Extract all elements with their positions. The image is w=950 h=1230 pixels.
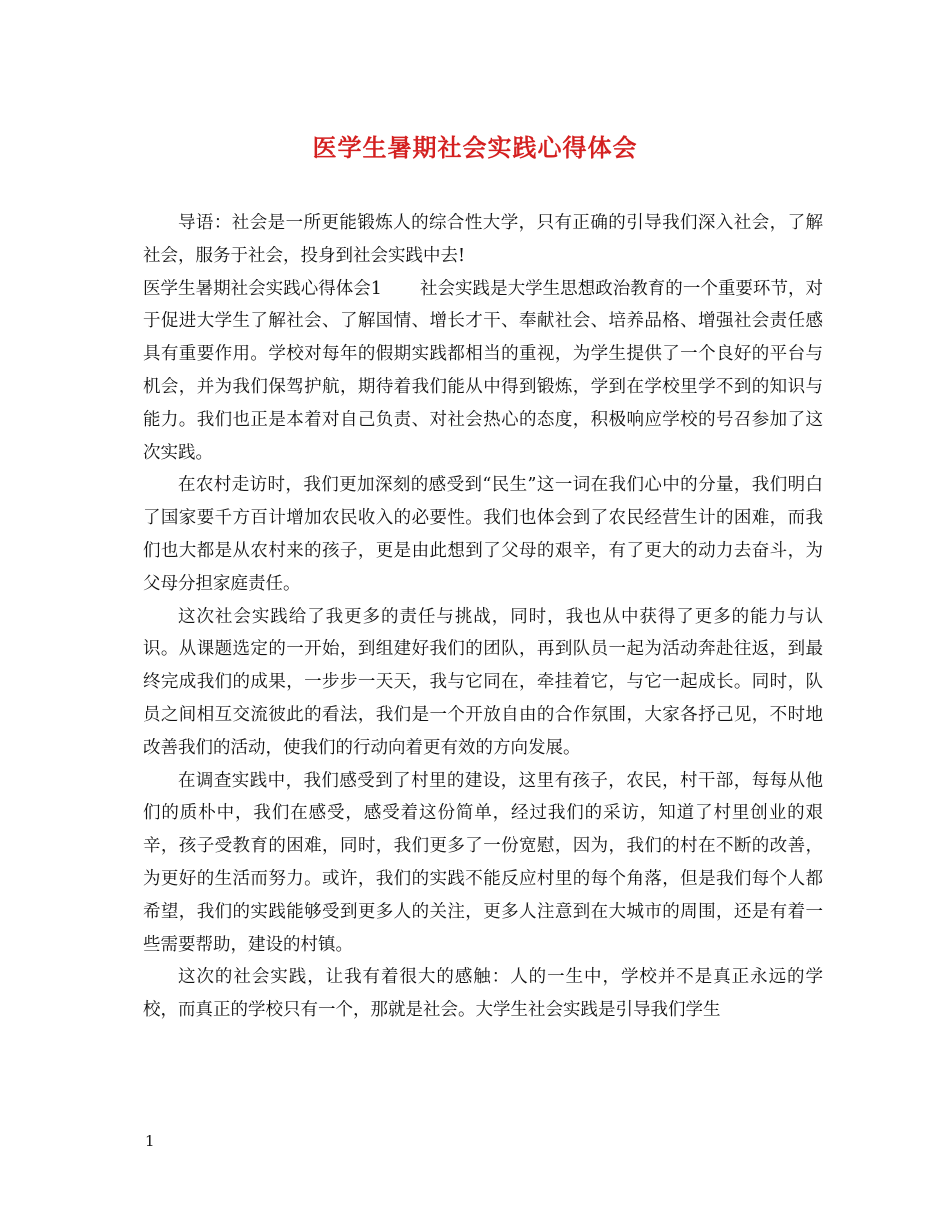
- document-title: 医学生暑期社会实践心得体会: [312, 133, 638, 162]
- document-body: [143, 207, 823, 1027]
- intro-paragraph: 导语：社会是一所更能锻炼人的综合性大学，只有正确的引导我们深入社会，了解社会，服务于社会，投身到社会实践中去!: [143, 213, 823, 266]
- paragraph-5: 这次的社会实践，让我有着很大的感触：人的一生中，学校并不是真正永远的学校，而真正的学校只有一个，那就是社会。大学生社会实践是引导我们学生: [143, 967, 823, 1021]
- section-heading: 医学生暑期社会实践心得体会1: [143, 278, 382, 299]
- paragraph-3: 这次社会实践给了我更多的责任与挑战，同时，我也从中获得了更多的能力与认识。从课题选定的一开始，到组建好我们的团队，再到队员一起为活动奔赴往返，到最终完成我们的成果，一步步一天天，我与它同在，牵挂着它，与它一起成长。同时，队员之间相互交流彼此的看法，我们是一个开放自由的合作氛围，大家各抒己见，不时地改善我们的活动，使我们的行动向着更有效的方向发展。: [143, 606, 823, 758]
- paragraph-4: 在调查实践中，我们感受到了村里的建设，这里有孩子，农民，村干部，每每从他们的质朴中，我们在感受，感受着这份简单，经过我们的采访，知道了村里创业的艰辛，孩子受教育的困难，同时，我们更多了一份宽慰，因为，我们的村在不断的改善，为更好的生活而努力。或许，我们的实践不能反应村里的每个角落，但是我们每个人都希望，我们的实践能够受到更多人的关注，更多人注意到在大城市的周围，还是有着一些需要帮助，建设的村镇。: [143, 770, 823, 955]
- first-section-paragraph: [143, 273, 823, 470]
- paragraph-2: 在农村走访时，我们更加深刻的感受到“民生”这一词在我们心中的分量，我们明白了国家要千方百计增加农民收入的必要性。我们也体会到了农民经营生计的困难，而我们也大都是从农村来的孩子，更是由此想到了父母的艰辛，有了更大的动力去奋斗，为父母分担家庭责任。: [143, 475, 823, 594]
- page-number: 1: [145, 1132, 155, 1150]
- paragraph-1: 社会实践是大学生思想政治教育的一个重要环节，对于促进大学生了解社会、了解国情、增长才干、奉献社会、培养品格、增强社会责任感具有重要作用。学校对每年的假期实践都相当的重视，为学生提供了一个良好的平台与机会，并为我们保驾护航，期待着我们能从中得到锻炼，学到在学校里学不到的知识与能力。我们也正是本着对自己负责、对社会热心的态度，积极响应学校的号召参加了这次实践。: [143, 278, 824, 463]
